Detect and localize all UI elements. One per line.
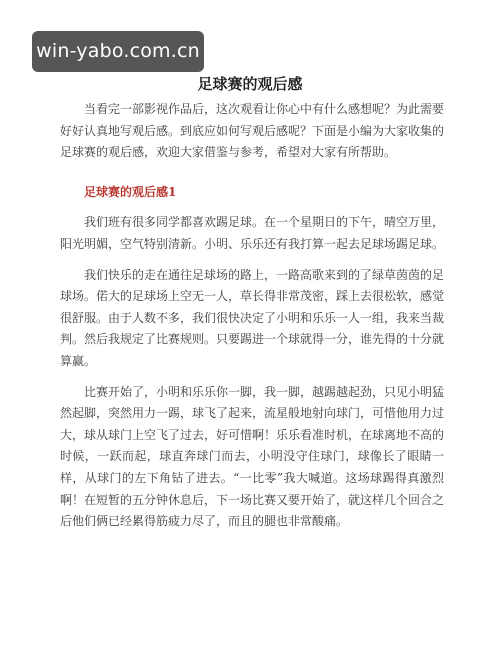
body-paragraph-3: 比赛开始了，小明和乐乐你一脚，我一脚，越踢越起劲，只见小明猛然起脚，突然用力一踢，球飞了起来，流星般地射向球门，可惜他用力过大，球从球门上空飞了过去，好可惜啊！乐乐看准时机，在球离地不高的时候，一跃而起，球直奔球门而去，小明没守住球门，球像长了眼睛一样，从球门的左下角钻了进去。“一比零”我大喊道。这场球踢得真激烈啊！在短暂的五分钟休息后，下一场比赛又要开始了，就这样几个回合之后他们俩已经累得筋疲力尽了，而且的腿也非常酸痛。: [60, 384, 445, 529]
body-paragraph-1: 我们班有很多同学都喜欢踢足球。在一个星期日的下午，晴空万里，阳光明媚，空气特别清新。小明、乐乐还有我打算一起去足球场踢足球。: [60, 215, 445, 251]
body-paragraph-2: 我们快乐的走在通往足球场的路上，一路高歌来到的了绿草茵茵的足球场。偌大的足球场上空无一人，草长得非常茂密，踩上去很松软，感觉很舒服。由于人数不多，我们很快决定了小明和乐乐一人一组，我来当裁判。然后我规定了比赛规则。只要踢进一个球就得一分，谁先得的十分就算赢。: [60, 267, 445, 368]
section-title: 足球赛的观后感1: [84, 184, 177, 199]
document-body: [60, 99, 444, 542]
intro-paragraph: 当看完一部影视作品后，这次观看让你心中有什么感想呢？为此需要好好认真地写观后感。到底应如何写观后感呢？下面是小编为大家收集的足球赛的观后感，欢迎大家借鉴与参考，希望对大家有所帮助。: [60, 102, 445, 160]
page-title: 足球赛的观后感: [197, 75, 303, 94]
watermark-logo: win-yabo.com.cn: [32, 31, 204, 72]
